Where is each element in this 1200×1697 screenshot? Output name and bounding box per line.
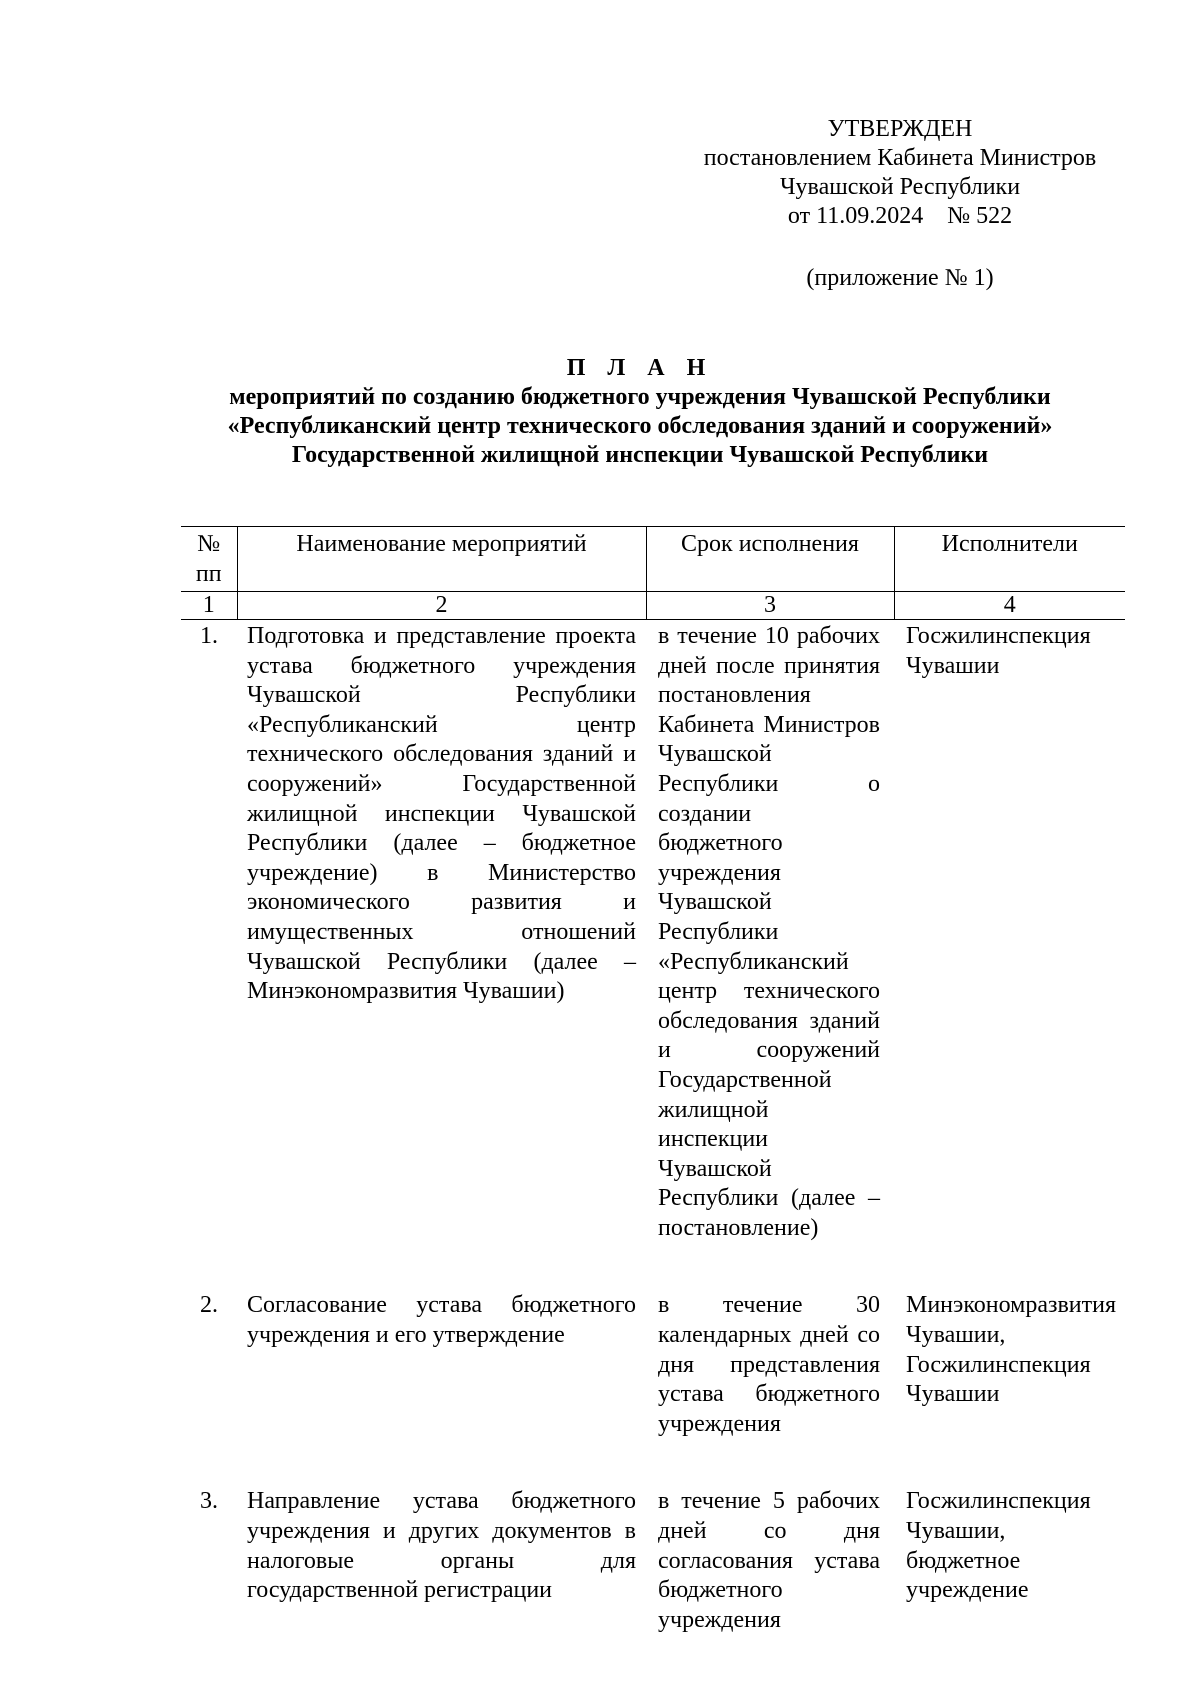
row-activity: Подготовка и представление проекта устава бюджетного учреждения Чувашской Республики «Республиканский центр технического обследования зданий и сооружений» Государственной жилищной инспекции Чувашской Республики (далее – бюджетное учреждение) в Министерство экономического развития и имущественных отношений Чувашской Республики (далее – Минэкономразвития Чувашии) — [247, 623, 636, 1005]
row-executors: Минэкономразвития Чувашии, Госжилинспекция Чувашии — [906, 1292, 1117, 1408]
row-deadline: в течение 10 рабочих дней после принятия постановления Кабинета Министров Чувашской Республики о создании бюджетного учреждения Чувашской Республики «Республиканский центр технического обследования зданий и сооружений Государственной жилищной инспекции Чувашской Республики (далее – постановление) — [658, 623, 880, 1241]
row-activity: Направление устава бюджетного учреждения и других документов в налоговые органы для государственной регистрации — [247, 1488, 636, 1604]
table-row — [181, 1485, 1125, 1681]
column-number: 1 — [181, 592, 237, 620]
approval-stamp — [680, 115, 1120, 231]
table-row — [181, 1289, 1125, 1485]
plan-table — [181, 526, 1125, 1681]
title-plan: П Л А Н — [566, 355, 714, 381]
appendix-label: (приложение № 1) — [806, 265, 994, 291]
table-row — [181, 620, 1125, 1290]
row-executors: Госжилинспекция Чувашии, бюджетное учреждение — [906, 1488, 1091, 1604]
row-number: 2. — [200, 1292, 218, 1319]
column-number: 3 — [646, 592, 894, 620]
column-number-row — [181, 592, 1125, 620]
header-deadline: Срок исполнения — [646, 527, 894, 592]
row-deadline: в течение 5 рабочих дней со дня согласования устава бюджетного учреждения — [658, 1488, 880, 1633]
row-number: 1. — [200, 623, 218, 649]
title-line-1: мероприятий по созданию бюджетного учреждения Чувашской Республики — [229, 384, 1051, 410]
row-number: 3. — [200, 1488, 218, 1515]
title-line-3: Государственной жилищной инспекции Чувашской Республики — [291, 442, 989, 468]
approval-heading: УТВЕРЖДЕН — [827, 116, 973, 142]
header-executors: Исполнители — [894, 527, 1125, 592]
approval-date-number: от 11.09.2024 № 522 — [787, 203, 1013, 229]
approval-authority: постановлением Кабинета Министров — [703, 145, 1097, 171]
header-num: № пп — [181, 527, 237, 592]
column-number: 4 — [894, 592, 1125, 620]
row-executors: Госжилинспекция Чувашии — [906, 623, 1091, 679]
header-name: Наименование мероприятий — [237, 527, 646, 592]
row-activity: Согласование устава бюджетного учреждения и его утверждение — [247, 1292, 636, 1349]
document-title — [150, 354, 1130, 470]
title-line-2: «Республиканский центр технического обследования зданий и сооружений» — [227, 413, 1053, 439]
table-header-row — [181, 527, 1125, 592]
approval-republic: Чувашской Республики — [779, 174, 1021, 200]
column-number: 2 — [237, 592, 646, 620]
row-deadline: в течение 30 календарных дней со дня представления устава бюджетного учреждения — [658, 1292, 880, 1437]
